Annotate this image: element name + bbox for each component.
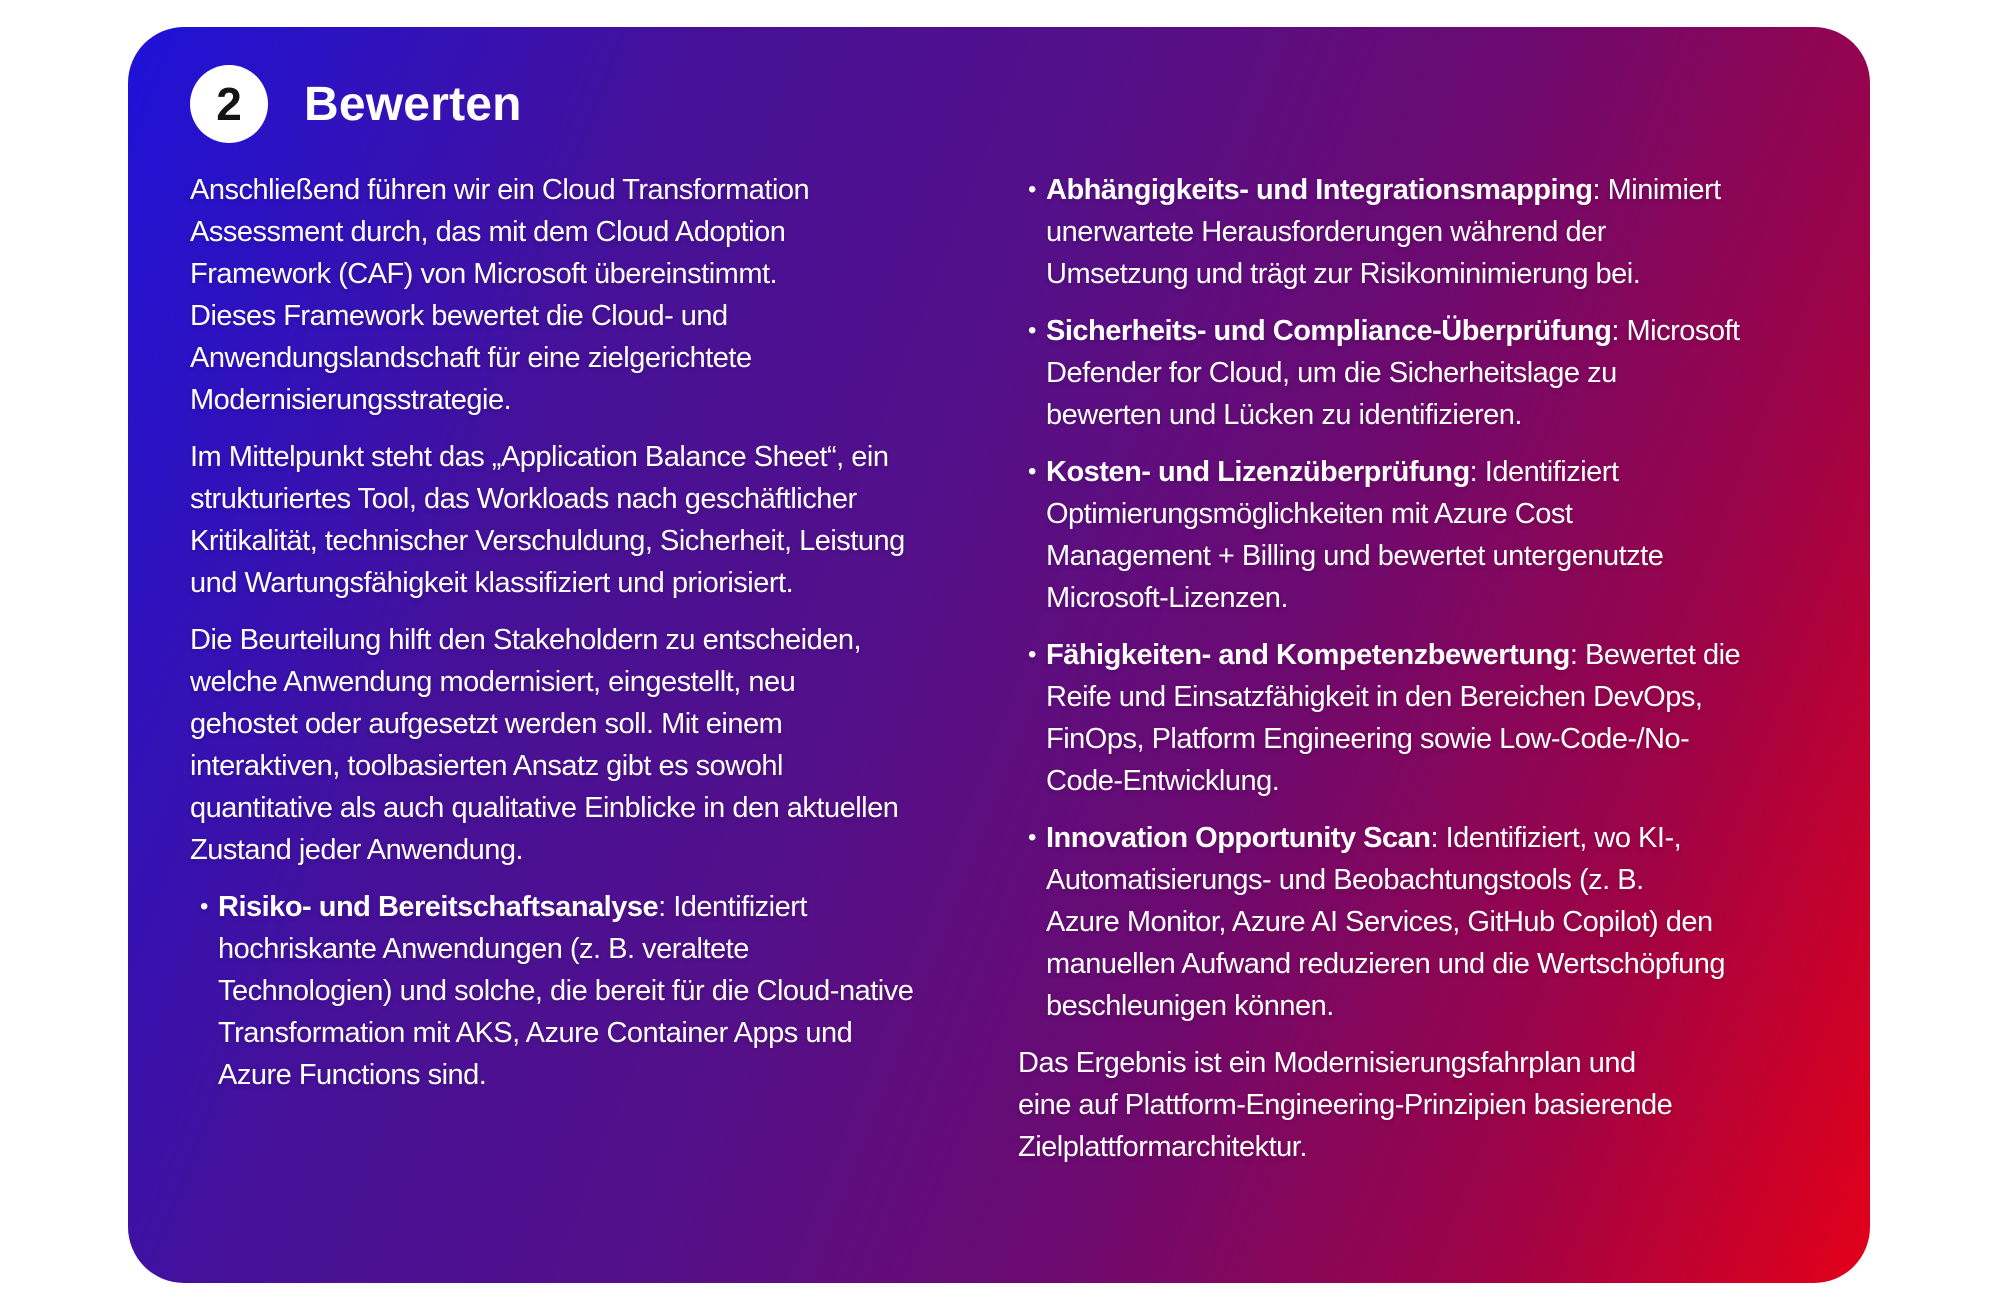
bullet-text: : Identifiziert <box>1469 456 1619 488</box>
text-line: Assessment durch, das mit dem Cloud Adoption <box>190 216 786 248</box>
bullet-text: : Identifiziert, wo KI-, <box>1430 822 1682 854</box>
closing-paragraph <box>1018 1042 1830 1168</box>
bewerten-card <box>128 27 1870 1283</box>
text-line: Zustand jeder Anwendung. <box>190 834 524 866</box>
paragraph <box>190 169 1018 421</box>
text-line: Reife und Einsatzfähigkeit in den Bereichen DevOps, <box>1046 681 1703 713</box>
bullet-text: : Microsoft <box>1611 315 1740 347</box>
bullet-first-line <box>218 886 913 928</box>
text-line: strukturiertes Tool, das Workloads nach geschäftlicher <box>190 483 857 515</box>
bullet-marker: • <box>1028 824 1036 851</box>
text-line: hochriskante Anwendungen (z. B. veraltete <box>218 933 749 965</box>
bullet-item <box>1018 634 1830 802</box>
text-line: Umsetzung und trägt zur Risikominimierung bei. <box>1046 258 1641 290</box>
text-line: Im Mittelpunkt steht das „Application Balance Sheet“, ein <box>190 441 889 473</box>
text-line: Transformation mit AKS, Azure Container Apps und <box>218 1017 853 1049</box>
paragraph <box>190 619 1018 871</box>
text-line: Management + Billing und bewertet untergenutzte <box>1046 540 1664 572</box>
bullet-item <box>1018 310 1830 436</box>
text-line: Code-Entwicklung. <box>1046 765 1280 797</box>
left-column <box>190 169 1018 1183</box>
text-line: Defender for Cloud, um die Sicherheitslage zu <box>1046 357 1617 389</box>
bullet-text: : Bewertet die <box>1569 639 1741 671</box>
page-title: Bewerten <box>304 77 522 131</box>
bullet-marker: • <box>1028 641 1036 668</box>
bullet-marker: • <box>1028 458 1036 485</box>
text-line: beschleunigen können. <box>1046 990 1334 1022</box>
bullet-marker: • <box>1028 317 1036 344</box>
bullet-marker: • <box>200 893 208 920</box>
text-line: Das Ergebnis ist ein Modernisierungsfahrplan und <box>1018 1047 1636 1079</box>
right-column <box>1018 169 1830 1183</box>
text-line: gehostet oder aufgesetzt werden soll. Mit einem <box>190 708 783 740</box>
content-columns <box>190 169 1830 1183</box>
bullet-more-lines <box>218 928 913 1096</box>
bullet-item <box>1018 451 1830 619</box>
text-line: interaktiven, toolbasierten Ansatz gibt es sowohl <box>190 750 783 782</box>
text-line: eine auf Plattform-Engineering-Prinzipien basierende <box>1018 1089 1673 1121</box>
paragraph <box>190 436 1018 604</box>
bullet-more-lines <box>1046 493 1663 619</box>
text-line: Anwendungslandschaft für eine zielgerichtete <box>190 342 752 374</box>
bullet-label: Kosten- und Lizenzüberprüfung <box>1046 456 1470 488</box>
text-line: Optimierungsmöglichkeiten mit Azure Cost <box>1046 498 1573 530</box>
bullet-more-lines <box>1046 676 1740 802</box>
text-line: quantitative als auch qualitative Einblicke in den aktuellen <box>190 792 899 824</box>
bullet-first-line <box>1046 634 1740 676</box>
text-line: Microsoft-Lizenzen. <box>1046 582 1288 614</box>
text-line: Framework (CAF) von Microsoft übereinstimmt. <box>190 258 778 290</box>
bullet-text: : Minimiert <box>1592 174 1721 206</box>
text-line: Technologien) und solche, die bereit für die Cloud-native <box>218 975 914 1007</box>
bullet-first-line <box>1046 817 1725 859</box>
text-line: Kritikalität, technischer Verschuldung, Sicherheit, Leistung <box>190 525 905 557</box>
bullet-more-lines <box>1046 859 1725 1027</box>
text-line: Zielplattformarchitektur. <box>1018 1131 1307 1163</box>
text-line: manuellen Aufwand reduzieren und die Wertschöpfung <box>1046 948 1725 980</box>
bullet-label: Sicherheits- und Compliance-Überprüfung <box>1046 315 1612 347</box>
bullet-first-line <box>1046 310 1740 352</box>
text-line: welche Anwendung modernisiert, eingestellt, neu <box>190 666 796 698</box>
bullet-item <box>190 886 1018 1096</box>
card-header <box>190 65 522 143</box>
bullet-text: : Identifiziert <box>658 891 807 923</box>
bullet-first-line <box>1046 451 1663 493</box>
text-line: unerwartete Herausforderungen während der <box>1046 216 1606 248</box>
bullet-label: Abhängigkeits- und Integrationsmapping <box>1046 174 1593 206</box>
text-line: FinOps, Platform Engineering sowie Low-Code-/No- <box>1046 723 1690 755</box>
text-line: und Wartungsfähigkeit klassifiziert und priorisiert. <box>190 567 794 599</box>
bullet-item <box>1018 817 1830 1027</box>
bullet-item <box>1018 169 1830 295</box>
bullet-label: Risiko- und Bereitschaftsanalyse <box>218 891 659 923</box>
text-line: Automatisierungs- und Beobachtungstools (z. B. <box>1046 864 1644 896</box>
bullet-label: Innovation Opportunity Scan <box>1046 822 1431 854</box>
text-line: Dieses Framework bewertet die Cloud- und <box>190 300 728 332</box>
bullet-more-lines <box>1046 352 1740 436</box>
text-line: Anschließend führen wir ein Cloud Transformation <box>190 174 810 206</box>
bullet-marker: • <box>1028 176 1036 203</box>
step-number: 2 <box>216 78 242 130</box>
text-line: Die Beurteilung hilft den Stakeholdern zu entscheiden, <box>190 624 862 656</box>
bullet-more-lines <box>1046 211 1721 295</box>
text-line: Modernisierungsstrategie. <box>190 384 512 416</box>
bullet-label: Fähigkeiten- and Kompetenzbewertung <box>1046 639 1570 671</box>
text-line: Azure Functions sind. <box>218 1059 487 1091</box>
text-line: bewerten und Lücken zu identifizieren. <box>1046 399 1522 431</box>
text-line: Azure Monitor, Azure AI Services, GitHub Copilot) den <box>1046 906 1713 938</box>
step-number-badge <box>190 65 268 143</box>
bullet-first-line <box>1046 169 1721 211</box>
